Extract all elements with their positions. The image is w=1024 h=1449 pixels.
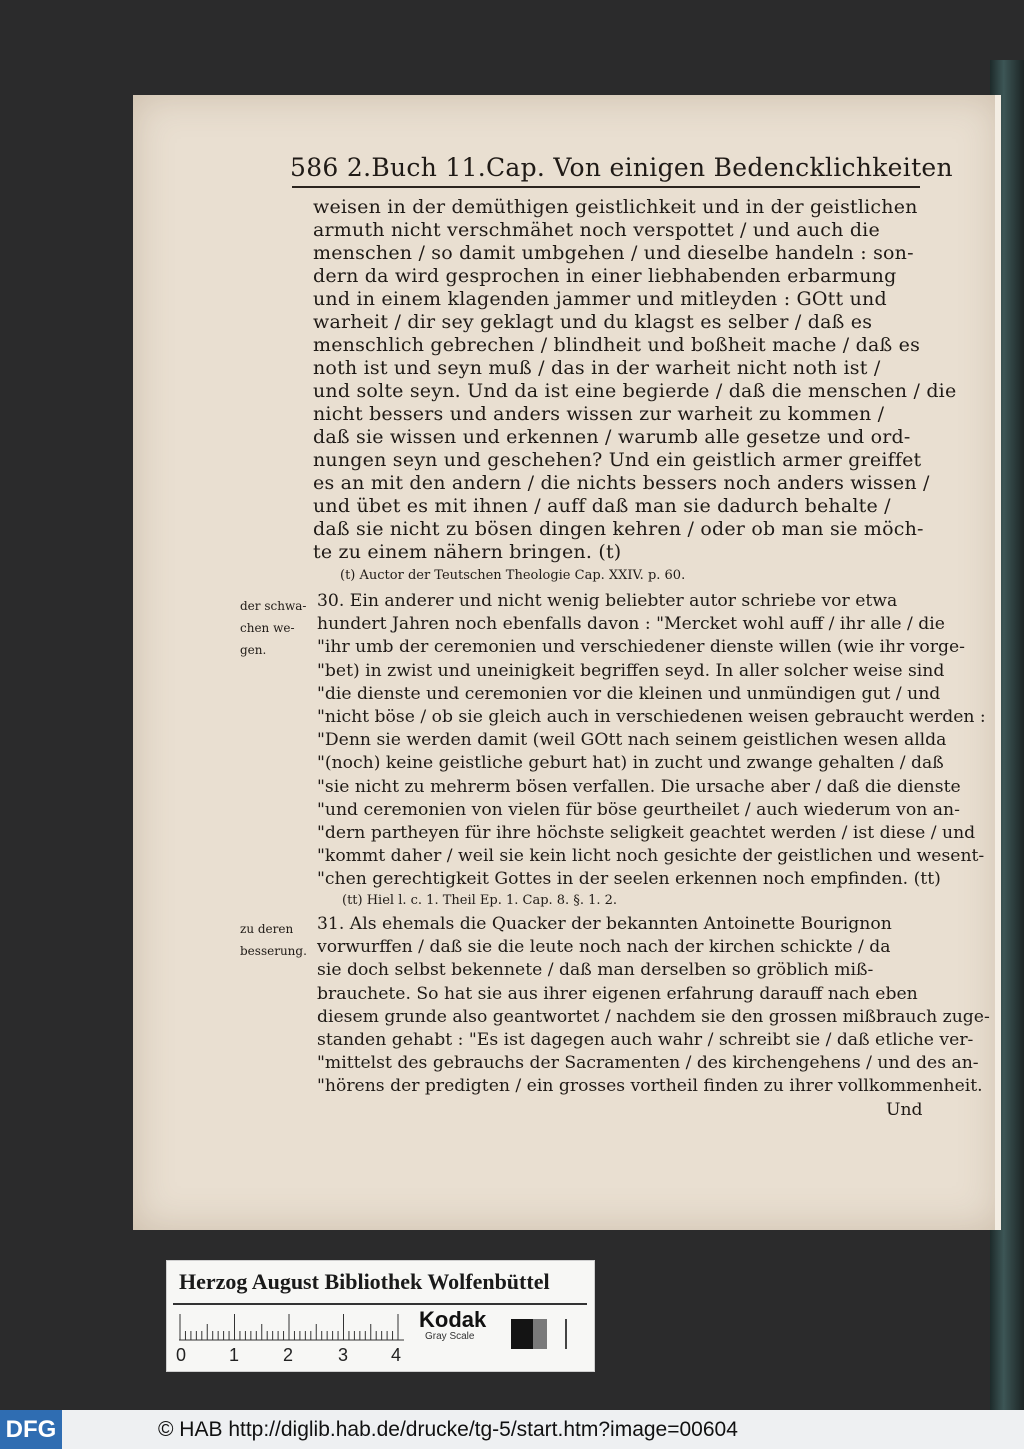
text-line: "(noch) keine geistliche geburt hat) in zucht und zwange gehalten / daß bbox=[317, 753, 944, 774]
text-line: daß sie wissen und erkennen / warumb alle gesetze und ord- bbox=[313, 426, 911, 448]
text-line: "und ceremonien von vielen für böse geurtheilet / auch wiederum von an- bbox=[317, 799, 960, 820]
catchword: Und bbox=[886, 1100, 923, 1120]
text-line: "hörens der predigten / ein grosses vortheil finden zu ihrer vollkommenheit. bbox=[317, 1076, 983, 1097]
text-line: "ihr umb der ceremonien und verschiedener dienste willen (wie ihr vorge- bbox=[317, 637, 965, 658]
card-rule bbox=[173, 1303, 587, 1305]
gray-swatch bbox=[533, 1319, 547, 1349]
text-line: und übet es mit ihnen / auff daß man sie dadurch behalte / bbox=[313, 495, 891, 517]
margin-note-line: besserung. bbox=[240, 944, 307, 958]
ruler-number: 0 bbox=[176, 1345, 187, 1365]
margin-note-30 bbox=[240, 595, 306, 661]
text-line: nungen seyn und geschehen? Und ein geistlich armer greiffet bbox=[313, 449, 922, 471]
text-line: "kommt daher / weil sie kein licht noch gesichte der geistlichen und wesent- bbox=[317, 846, 985, 867]
text-line: standen gehabt : "Es ist dagegen auch wahr / schreibt sie / daß etliche ver- bbox=[317, 1030, 974, 1050]
ruler-number: 1 bbox=[229, 1345, 240, 1365]
text-line: armuth nicht verschmähet noch verspottet / und auch die bbox=[313, 219, 880, 241]
text-line: "Denn sie werden damit (weil GOtt nach seinem geistlichen wesen allda bbox=[317, 730, 947, 751]
text-line: menschlich gebrechen / blindheit und boßheit mache / daß es bbox=[313, 334, 921, 356]
color-card bbox=[166, 1260, 595, 1372]
text-line: hundert Jahren noch ebenfalls davon : "Mercket wohl auff / ihr alle / die bbox=[317, 614, 945, 635]
text-line: menschen / so damit umbgehen / und dieselbe handeln : son- bbox=[313, 242, 914, 264]
text-line: und solte seyn. Und da ist eine begierde / daß die menschen / die bbox=[313, 380, 957, 402]
text-line: es an mit den andern / die nichts bessers noch anders wissen / bbox=[313, 472, 930, 494]
text-line: daß sie nicht zu bösen dingen kehren / oder ob man sie möch- bbox=[313, 518, 924, 540]
text-line: "bet) in zwist und uneinigkeit begriffen seyd. In aller solcher weise sind bbox=[317, 660, 945, 681]
kodak-label: Kodak bbox=[419, 1307, 487, 1332]
text-line: noth ist und seyn muß / das in der warheit nicht noth ist / bbox=[313, 357, 881, 379]
text-line: nicht bessers und anders wissen zur warheit zu kommen / bbox=[313, 403, 885, 425]
text-line: "dern partheyen für ihre höchste seligkeit geachtet werden / ist diese / und bbox=[317, 823, 976, 843]
running-head: 586 2.Buch 11.Cap. Von einigen Bedencklichkeiten bbox=[290, 153, 953, 182]
page-edge bbox=[995, 95, 1001, 1230]
text-line: vorwurffen / daß sie die leute noch nach der kirchen schickte / da bbox=[317, 937, 891, 958]
margin-note-line: gen. bbox=[240, 643, 267, 657]
text-line: weisen in der demüthigen geistlichkeit und in der geistlichen bbox=[313, 196, 918, 218]
copyright-link[interactable]: © HAB http://diglib.hab.de/drucke/tg-5/start.htm?image=00604 bbox=[158, 1418, 738, 1441]
text-line: brauchete. So hat sie aus ihrer eigenen erfahrung darauff nach eben bbox=[317, 983, 918, 1004]
head-rule bbox=[292, 186, 920, 188]
text-line: und in einem klagenden jammer und mitleyden : GOtt und bbox=[313, 288, 887, 310]
margin-note-line: chen we- bbox=[240, 621, 295, 635]
footnote-tt: (tt) Hiel l. c. 1. Theil Ep. 1. Cap. 8. §. 1. 2. bbox=[342, 893, 618, 908]
text-line: "mittelst des gebrauchs der Sacramenten / des kirchengehens / und des an- bbox=[317, 1053, 979, 1074]
gray-swatch bbox=[511, 1319, 533, 1349]
dfg-logo: DFG bbox=[0, 1410, 62, 1449]
text-line: 30. Ein anderer und nicht wenig beliebter autor schriebe vor etwa bbox=[317, 591, 898, 611]
text-line: te zu einem nähern bringen. (t) bbox=[313, 541, 622, 563]
footnote-t: (t) Auctor der Teutschen Theologie Cap. XXIV. p. 60. bbox=[340, 568, 686, 583]
gray-swatch bbox=[565, 1319, 567, 1349]
margin-note-31 bbox=[240, 918, 307, 962]
text-line: 31. Als ehemals die Quacker der bekannten Antoinette Bourignon bbox=[317, 914, 892, 934]
text-line: "nicht böse / ob sie gleich auch in verschiedenen weisen gebraucht werden : bbox=[317, 707, 986, 727]
footer-bar bbox=[0, 1410, 1024, 1449]
text-line: "chen gerechtigkeit Gottes in der seelen erkennen noch empfinden. (tt) bbox=[317, 869, 941, 890]
text-line: warheit / dir sey geklagt und du klagst es selber / daß es bbox=[313, 311, 873, 333]
library-name: Herzog August Bibliothek Wolfenbüttel bbox=[179, 1269, 550, 1294]
grayscale-label: Gray Scale bbox=[425, 1331, 475, 1342]
ruler-number: 2 bbox=[283, 1345, 294, 1365]
text-line: "sie nicht zu mehrerm bösen verfallen. Die ursache aber / daß die dienste bbox=[317, 776, 961, 797]
ruler-number: 3 bbox=[338, 1345, 349, 1365]
text-line: sie doch selbst bekennete / daß man derselben so gröblich miß- bbox=[317, 960, 874, 981]
margin-note-line: der schwa- bbox=[240, 599, 307, 613]
ruler-number: 4 bbox=[391, 1345, 402, 1365]
margin-note-line: zu deren bbox=[240, 922, 294, 936]
text-line: dern da wird gesprochen in einer liebhabenden erbarmung bbox=[313, 265, 897, 287]
text-line: diesem grunde also geantwortet / nachdem sie den grossen mißbrauch zuge- bbox=[317, 1006, 990, 1027]
ruler bbox=[179, 1313, 404, 1341]
text-line: "die dienste und ceremonien vor die kleinen und unmündigen gut / und bbox=[317, 683, 941, 704]
